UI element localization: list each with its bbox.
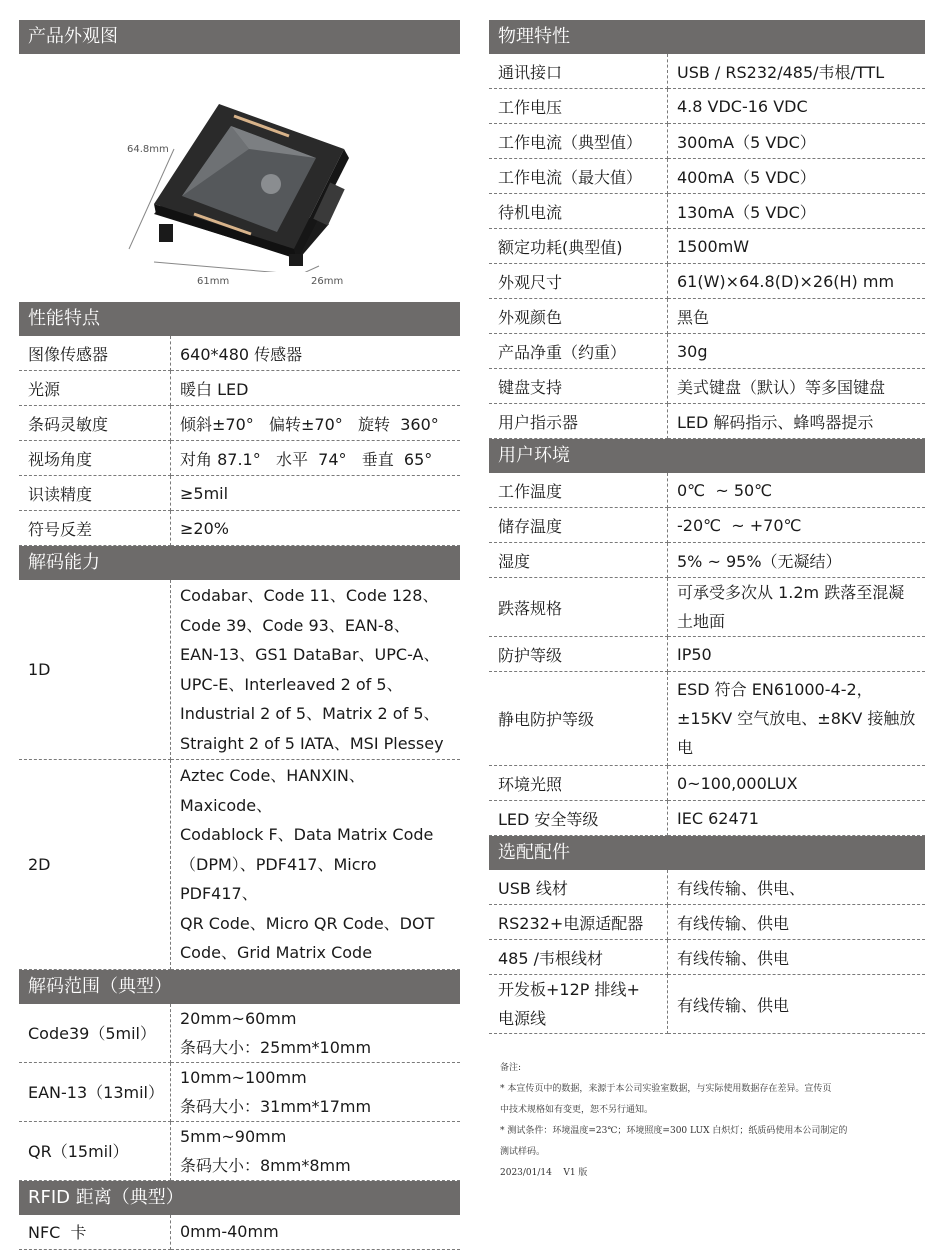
row-value: 美式键盘（默认）等多国键盘 [668,369,926,404]
section-physical-title: 物理特性 [489,20,925,54]
row-value [668,578,926,637]
notes-line: 测试样码。 [500,1147,546,1157]
row-value [171,1004,461,1063]
row-value [171,580,461,760]
line: Industrial 2 of 5、Matrix 2 of 5、 [180,704,440,723]
row-value [171,1062,461,1121]
row-value: 300mA（5 VDC） [668,124,926,159]
row-value [171,1121,461,1180]
table-row [19,760,460,970]
line: Code 39、Code 93、EAN-8、 [180,615,410,635]
notes-line: * 本宣传页中的数据，来源于本公司实验室数据，与实际使用数据存在差异。宣传页 [500,1084,832,1094]
table-row [19,580,460,760]
section-range-title: 解码范围（典型） [19,970,460,1004]
row-key: QR（15mil） [19,1121,171,1180]
row-value: 0mm-40mm [171,1215,461,1250]
line: QR Code、Micro QR Code、DOT [180,913,435,933]
row-value: 61(W)×64.8(D)×26(H) mm [668,264,926,299]
row-value: ≥5mil [171,476,461,511]
row-key: 2D [19,760,171,970]
notes-heading: 备注: [500,1063,522,1073]
table-row [489,508,925,543]
row-value: 对角 87.1° 水平 74° 垂直 65° [171,441,461,476]
row-key: 湿度 [489,543,668,578]
line: ±15KV 空气放电、±8KV 接触放 [677,709,916,728]
row-value: 有线传输、供电 [668,975,926,1034]
table-row [19,441,460,476]
line: （DPM）、PDF417、Micro PDF417、 [180,854,377,903]
row-key: 工作电压 [489,89,668,124]
row-key: 条码灵敏度 [19,406,171,441]
table-row [489,578,925,637]
performance-table [19,336,460,546]
table-row [489,905,925,940]
table-row [489,89,925,124]
line: 电源线 [498,1009,547,1028]
dim-height-label: 26mm [311,276,344,287]
row-value [668,672,926,766]
table-row [489,229,925,264]
table-row [489,473,925,508]
row-value: 有线传输、供电 [668,905,926,940]
row-value: 有线传输、供电、 [668,870,926,905]
section-rfid-title: RFID 距离（典型） [19,1181,460,1215]
table-row [489,543,925,578]
right-column [489,20,925,1034]
line: Aztec Code、HANXIN、Maxicode、 [180,766,365,815]
line: 开发板+12P 排线+ [498,980,640,999]
row-key: 光源 [19,371,171,406]
line: 电 [677,738,694,757]
left-column [19,20,460,1250]
line: 10mm~100mm [180,1067,307,1087]
row-key: 外观尺寸 [489,264,668,299]
line: Straight 2 of 5 IATA、MSI Plessey [180,733,444,753]
table-row [489,264,925,299]
table-row [489,54,925,89]
table-row [19,336,460,371]
table-row [489,369,925,404]
line: ESD 符合 EN61000-4-2， [677,680,873,699]
notes-date: 2023/01/14 V1 版 [500,1168,588,1178]
line: 条码大小：8mm*8mm [180,1155,351,1175]
decode-table [19,580,460,970]
row-value: 1500mW [668,229,926,264]
row-key: USB 线材 [489,870,668,905]
section-decode-title: 解码能力 [19,546,460,580]
table-row [19,1215,460,1250]
row-key: 视场角度 [19,441,171,476]
table-row [489,672,925,766]
row-key: 1D [19,580,171,760]
rfid-table [19,1215,460,1250]
table-row [19,476,460,511]
row-value: 5% ~ 95%（无凝结） [668,543,926,578]
row-value: -20℃ ~ +70℃ [668,508,926,543]
row-key: RS232+电源适配器 [489,905,668,940]
notes-line: * 测试条件：环境温度=23℃；环境照度=300 LUX 白炽灯；纸质码使用本公司制定的 [500,1126,848,1136]
physical-table [489,54,925,439]
table-row [19,371,460,406]
dim-depth-label: 64.8mm [127,144,169,155]
row-value: USB / RS232/485/韦根/TTL [668,54,926,89]
table-row [19,1121,460,1180]
environment-table [489,473,925,836]
row-key: 储存温度 [489,508,668,543]
table-row [19,1004,460,1063]
table-row [489,975,925,1034]
row-value: 0~100,000LUX [668,766,926,801]
section-accessories-title: 选配配件 [489,836,925,870]
range-table [19,1004,460,1181]
table-row [19,511,460,546]
row-value: 0℃ ~ 50℃ [668,473,926,508]
row-key: 图像传感器 [19,336,171,371]
notes [500,1058,920,1184]
line: EAN-13、GS1 DataBar、UPC-A、 [180,645,440,664]
row-value: 30g [668,334,926,369]
row-key: 跌落规格 [489,578,668,637]
row-key: 识读精度 [19,476,171,511]
row-key: Code39（5mil） [19,1004,171,1063]
table-row [489,637,925,672]
row-key: EAN-13（13mil） [19,1062,171,1121]
notes-line: 中技术规格如有变更，恕不另行通知。 [500,1105,654,1115]
row-key: 键盘支持 [489,369,668,404]
line: 5mm~90mm [180,1126,287,1146]
table-row [489,940,925,975]
row-key: 防护等级 [489,637,668,672]
row-key: 工作电流（最大值） [489,159,668,194]
row-key: LED 安全等级 [489,801,668,836]
row-key: 通讯接口 [489,54,668,89]
row-key [489,975,668,1034]
row-value: IP50 [668,637,926,672]
row-key: 用户指示器 [489,404,668,439]
dim-width-label: 61mm [197,276,230,287]
table-row [489,766,925,801]
table-row [489,870,925,905]
line: UPC-E、Interleaved 2 of 5、 [180,674,403,694]
row-key: 485 /韦根线材 [489,940,668,975]
row-value: IEC 62471 [668,801,926,836]
row-value: 400mA（5 VDC） [668,159,926,194]
row-key: 符号反差 [19,511,171,546]
line: 土地面 [677,612,726,631]
row-key: 工作电流（典型值） [489,124,668,159]
table-row [489,404,925,439]
line: 条码大小：25mm*10mm [180,1037,372,1057]
line: Code、Grid Matrix Code [180,943,373,962]
table-row [489,334,925,369]
section-environment-title: 用户环境 [489,439,925,473]
row-value: 黑色 [668,299,926,334]
row-value: ≥20% [171,511,461,546]
table-row [489,801,925,836]
line: 20mm~60mm [180,1008,297,1028]
table-row [19,406,460,441]
scanner-illustration [19,54,460,272]
table-row [489,159,925,194]
table-row [19,1062,460,1121]
table-row [489,124,925,159]
row-value: 暖白 LED [171,371,461,406]
table-row [489,299,925,334]
row-value: 130mA（5 VDC） [668,194,926,229]
accessories-table [489,870,925,1034]
row-key: 环境光照 [489,766,668,801]
line: 可承受多次从 1.2m 跌落至混凝 [677,583,905,602]
table-row [489,194,925,229]
row-key: 待机电流 [489,194,668,229]
section-performance-title: 性能特点 [19,302,460,336]
row-key: 产品净重（约重） [489,334,668,369]
row-value: 倾斜±70° 偏转±70° 旋转 360° [171,406,461,441]
row-key: 外观颜色 [489,299,668,334]
row-key: 工作温度 [489,473,668,508]
row-value: 有线传输、供电 [668,940,926,975]
row-key: NFC 卡 [19,1215,171,1250]
product-image [19,54,460,287]
line: Codabar、Code 11、Code 128、 [180,586,439,605]
row-key: 额定功耗(典型值) [489,229,668,264]
line: Codablock F、Data Matrix Code [180,825,434,844]
row-value [171,760,461,970]
row-key: 静电防护等级 [489,672,668,766]
row-value: 4.8 VDC-16 VDC [668,89,926,124]
row-value: 640*480 传感器 [171,336,461,371]
line: 条码大小：31mm*17mm [180,1096,372,1116]
section-appearance-title: 产品外观图 [19,20,460,54]
row-value: LED 解码指示、蜂鸣器提示 [668,404,926,439]
